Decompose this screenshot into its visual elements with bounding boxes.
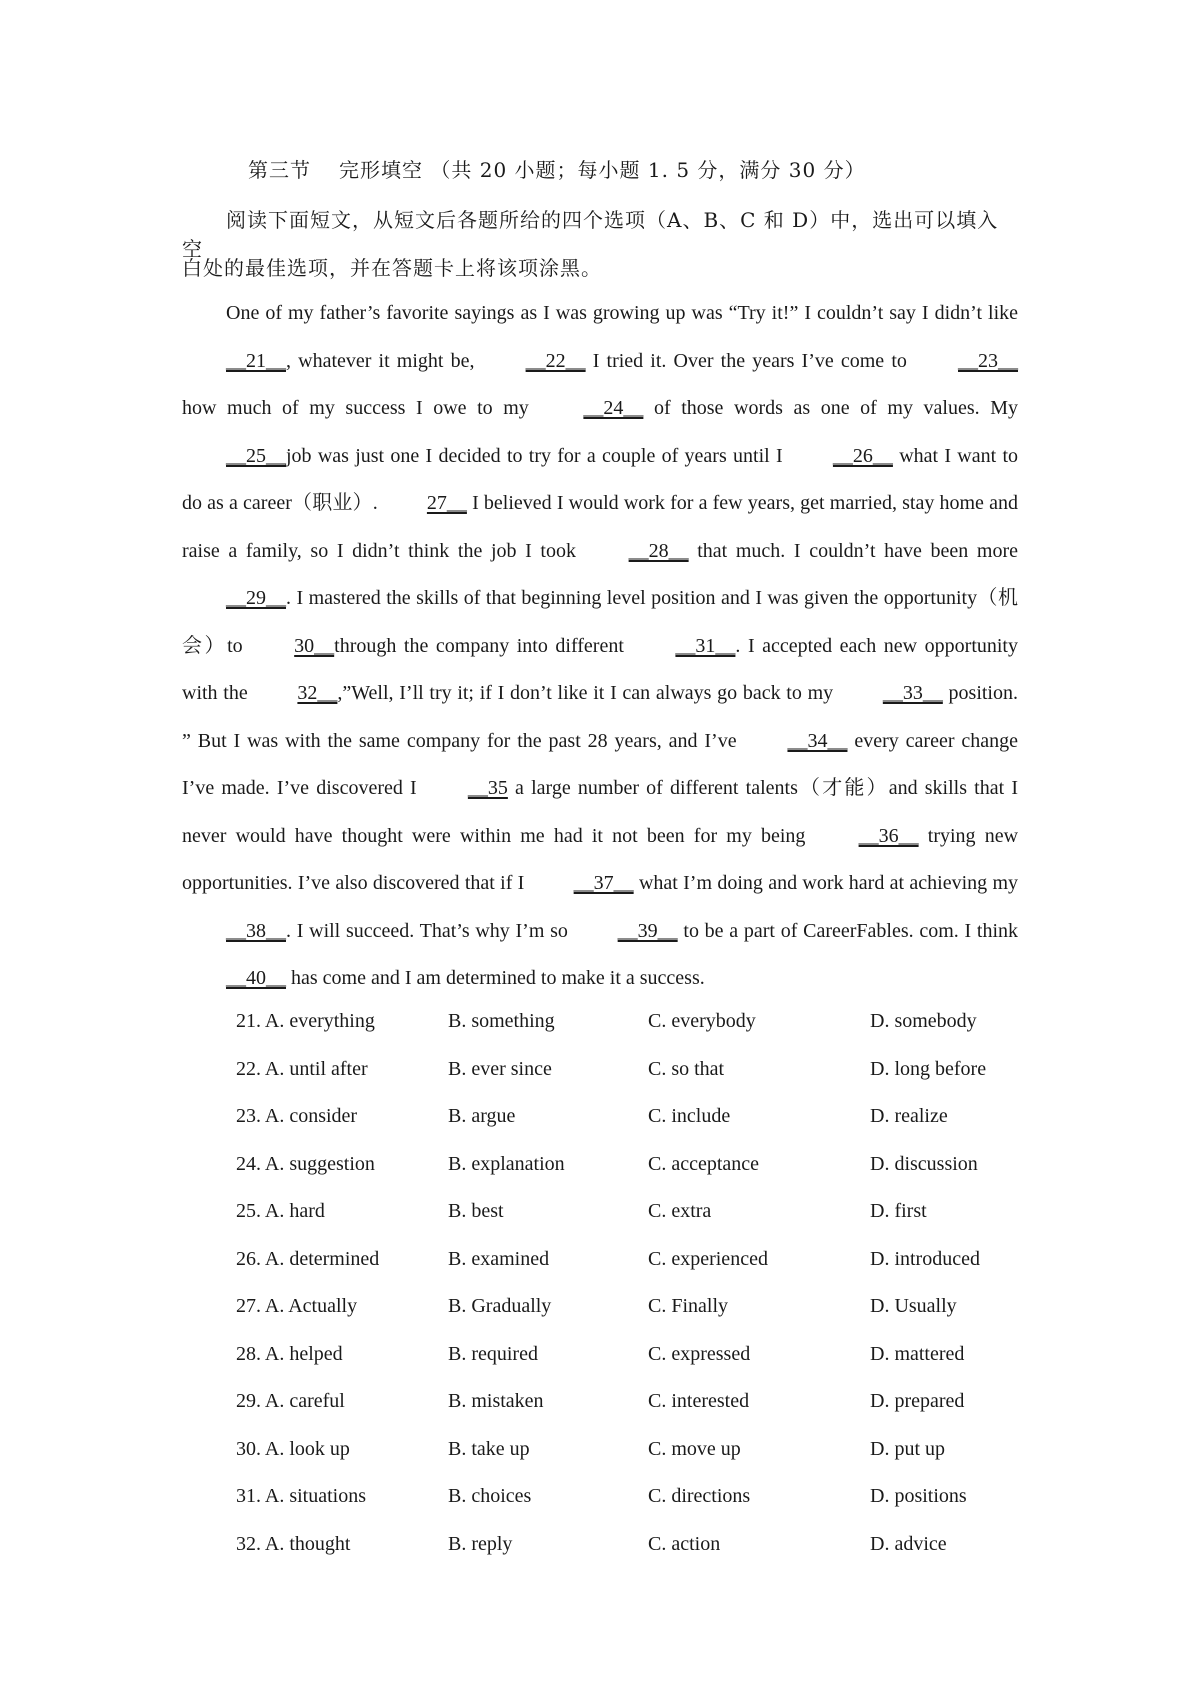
option-b: B. mistaken bbox=[448, 1390, 544, 1412]
option-c: C. acceptance bbox=[648, 1152, 760, 1175]
option-d: D. put up bbox=[870, 1437, 945, 1460]
answer-blank: __29__ bbox=[226, 587, 286, 609]
passage-text: ,”Well, I’ll try it; if I don’t like it I can always go back to my bbox=[337, 682, 839, 704]
section-heading bbox=[248, 154, 866, 183]
option-c: C. expressed bbox=[648, 1342, 751, 1365]
passage-text: through the company into different bbox=[334, 634, 632, 657]
option-d: D. mattered bbox=[870, 1342, 965, 1365]
section-subtitle: 完形填空 （共 20 小题；每小题 1. 5 分，满分 30 分） bbox=[339, 158, 866, 182]
passage-text: , whatever it might be, bbox=[286, 349, 482, 372]
option-c: C. so that bbox=[648, 1057, 725, 1080]
option-a: 30. A. look up bbox=[236, 1437, 350, 1460]
option-d: D. introduced bbox=[870, 1247, 980, 1270]
question-options-row bbox=[236, 1046, 1036, 1094]
passage-text: One of my father’s favorite sayings as I was growing up was “Try it!” I couldn’t say I didn’t like bbox=[226, 302, 1018, 324]
option-a: 26. A. determined bbox=[236, 1247, 380, 1270]
option-b: B. reply bbox=[448, 1532, 513, 1555]
option-b: B. argue bbox=[448, 1105, 516, 1127]
section-title: 第三节 bbox=[248, 158, 311, 182]
option-d: D. positions bbox=[870, 1485, 967, 1507]
option-b: B. something bbox=[448, 1010, 555, 1032]
option-c: C. interested bbox=[648, 1390, 750, 1412]
answer-blank: __26__ bbox=[832, 444, 893, 467]
option-c: C. experienced bbox=[648, 1247, 768, 1270]
option-d: D. first bbox=[870, 1200, 927, 1222]
answer-blank: __35 bbox=[467, 777, 508, 799]
answer-blank: __31__ bbox=[675, 634, 736, 657]
option-a: 28. A. helped bbox=[236, 1342, 343, 1365]
passage-text: position. ” But I was with the same company for the past 28 years, and I’ve bbox=[182, 682, 1018, 752]
option-d: D. prepared bbox=[870, 1390, 965, 1412]
answer-blank: __28__ bbox=[628, 539, 689, 562]
passage-text: trying new opportunities. I’ve also discovered that if I bbox=[182, 824, 1019, 894]
answer-blank: __40__ bbox=[226, 967, 286, 989]
option-c: C. include bbox=[648, 1105, 731, 1127]
option-b: B. choices bbox=[448, 1485, 532, 1507]
option-c: C. Finally bbox=[648, 1295, 729, 1317]
passage-text: to be a part of CareerFables. com. I think bbox=[677, 919, 1019, 942]
option-d: D. somebody bbox=[870, 1010, 977, 1032]
passage-text: what I want to do as a career（职业）. bbox=[182, 444, 1019, 514]
answer-blank: __36__ bbox=[858, 824, 919, 847]
option-a: 32. A. thought bbox=[236, 1532, 351, 1555]
option-c: C. action bbox=[648, 1532, 721, 1555]
passage-text: how much of my success I owe to my bbox=[182, 397, 540, 419]
answer-blank: __33__ bbox=[882, 682, 943, 704]
instructions-line-1: 阅读下面短文，从短文后各题所给的四个选项（A、B、C 和 D）中，选出可以填入空 bbox=[182, 208, 999, 261]
passage-text: that much. I couldn’t have been more bbox=[688, 539, 1018, 562]
question-options-row bbox=[236, 1188, 1036, 1236]
option-c: C. move up bbox=[648, 1437, 741, 1460]
question-options-row bbox=[236, 1426, 1036, 1474]
option-c: C. directions bbox=[648, 1485, 751, 1507]
answer-blank: __21__ bbox=[226, 349, 286, 372]
passage-text: I tried it. Over the years I’ve come to bbox=[585, 349, 915, 372]
answer-blank: __34__ bbox=[787, 729, 848, 752]
passage-text: of those words as one of my values. My bbox=[643, 397, 1018, 419]
option-a: 24. A. suggestion bbox=[236, 1152, 375, 1175]
option-a: 31. A. situations bbox=[236, 1485, 367, 1507]
option-a: 23. A. consider bbox=[236, 1105, 358, 1127]
passage-text: I believed I would work for a few years, get married, stay home and raise a family, so I didn’t think the job I took bbox=[182, 492, 1018, 562]
option-b: B. examined bbox=[448, 1247, 550, 1270]
question-options-row bbox=[236, 1236, 1036, 1284]
answer-blank: 30__ bbox=[294, 634, 335, 657]
passage-text: a large number of different talents（才能）and skills that I never would have thought were within me had it not been for my being bbox=[182, 777, 1019, 847]
option-c: C. extra bbox=[648, 1200, 712, 1222]
passage-text: . I will succeed. That’s why I’m so bbox=[286, 919, 574, 942]
passage-text: has come and I am determined to make it a success. bbox=[286, 967, 705, 989]
question-options-row bbox=[236, 1283, 1036, 1331]
answer-blank: 27__ bbox=[426, 492, 467, 514]
instructions-line-2: 白处的最佳选项，并在答题卡上将该项涂黑。 bbox=[182, 256, 602, 280]
answer-blank: __37__ bbox=[573, 872, 634, 894]
question-options-row bbox=[236, 1473, 1036, 1521]
answer-blank: __22__ bbox=[525, 349, 586, 372]
option-b: B. Gradually bbox=[448, 1295, 552, 1317]
answer-blank: __25__ bbox=[226, 444, 286, 467]
option-c: C. everybody bbox=[648, 1010, 756, 1032]
answer-blank: 32__ bbox=[297, 682, 338, 704]
option-a: 29. A. careful bbox=[236, 1390, 345, 1412]
answer-options bbox=[236, 998, 1036, 1568]
option-a: 22. A. until after bbox=[236, 1057, 368, 1080]
passage-text: what I’m doing and work hard at achieving my bbox=[633, 872, 1018, 894]
answer-blank: __23__ bbox=[958, 349, 1019, 372]
option-a: 21. A. everything bbox=[236, 1010, 375, 1032]
answer-blank: __39__ bbox=[617, 919, 678, 942]
option-d: D. advice bbox=[870, 1532, 947, 1555]
option-b: B. required bbox=[448, 1342, 538, 1365]
passage-text: every career change I’ve made. I’ve discovered I bbox=[182, 729, 1018, 799]
option-d: D. discussion bbox=[870, 1152, 978, 1175]
question-options-row bbox=[236, 1331, 1036, 1379]
cloze-passage bbox=[182, 290, 1018, 1003]
option-d: D. long before bbox=[870, 1057, 987, 1080]
question-options-row bbox=[236, 1378, 1036, 1426]
answer-blank: __38__ bbox=[226, 919, 286, 942]
option-a: 27. A. Actually bbox=[236, 1295, 358, 1317]
answer-blank: __24__ bbox=[583, 397, 644, 419]
option-d: D. Usually bbox=[870, 1295, 957, 1317]
question-options-row bbox=[236, 1521, 1036, 1569]
question-options-row bbox=[236, 1093, 1036, 1141]
passage-text: . I mastered the skills of that beginning level position and I was given the opportunity（机会）to bbox=[182, 587, 1018, 657]
option-d: D. realize bbox=[870, 1105, 948, 1127]
passage-text: . I accepted each new opportunity with the bbox=[182, 634, 1018, 704]
option-b: B. explanation bbox=[448, 1152, 565, 1175]
option-b: B. ever since bbox=[448, 1057, 552, 1080]
passage-text: job was just one I decided to try for a couple of years until I bbox=[286, 444, 789, 467]
question-options-row bbox=[236, 998, 1036, 1046]
option-b: B. take up bbox=[448, 1437, 530, 1460]
option-a: 25. A. hard bbox=[236, 1200, 325, 1222]
option-b: B. best bbox=[448, 1200, 504, 1222]
question-options-row bbox=[236, 1141, 1036, 1189]
